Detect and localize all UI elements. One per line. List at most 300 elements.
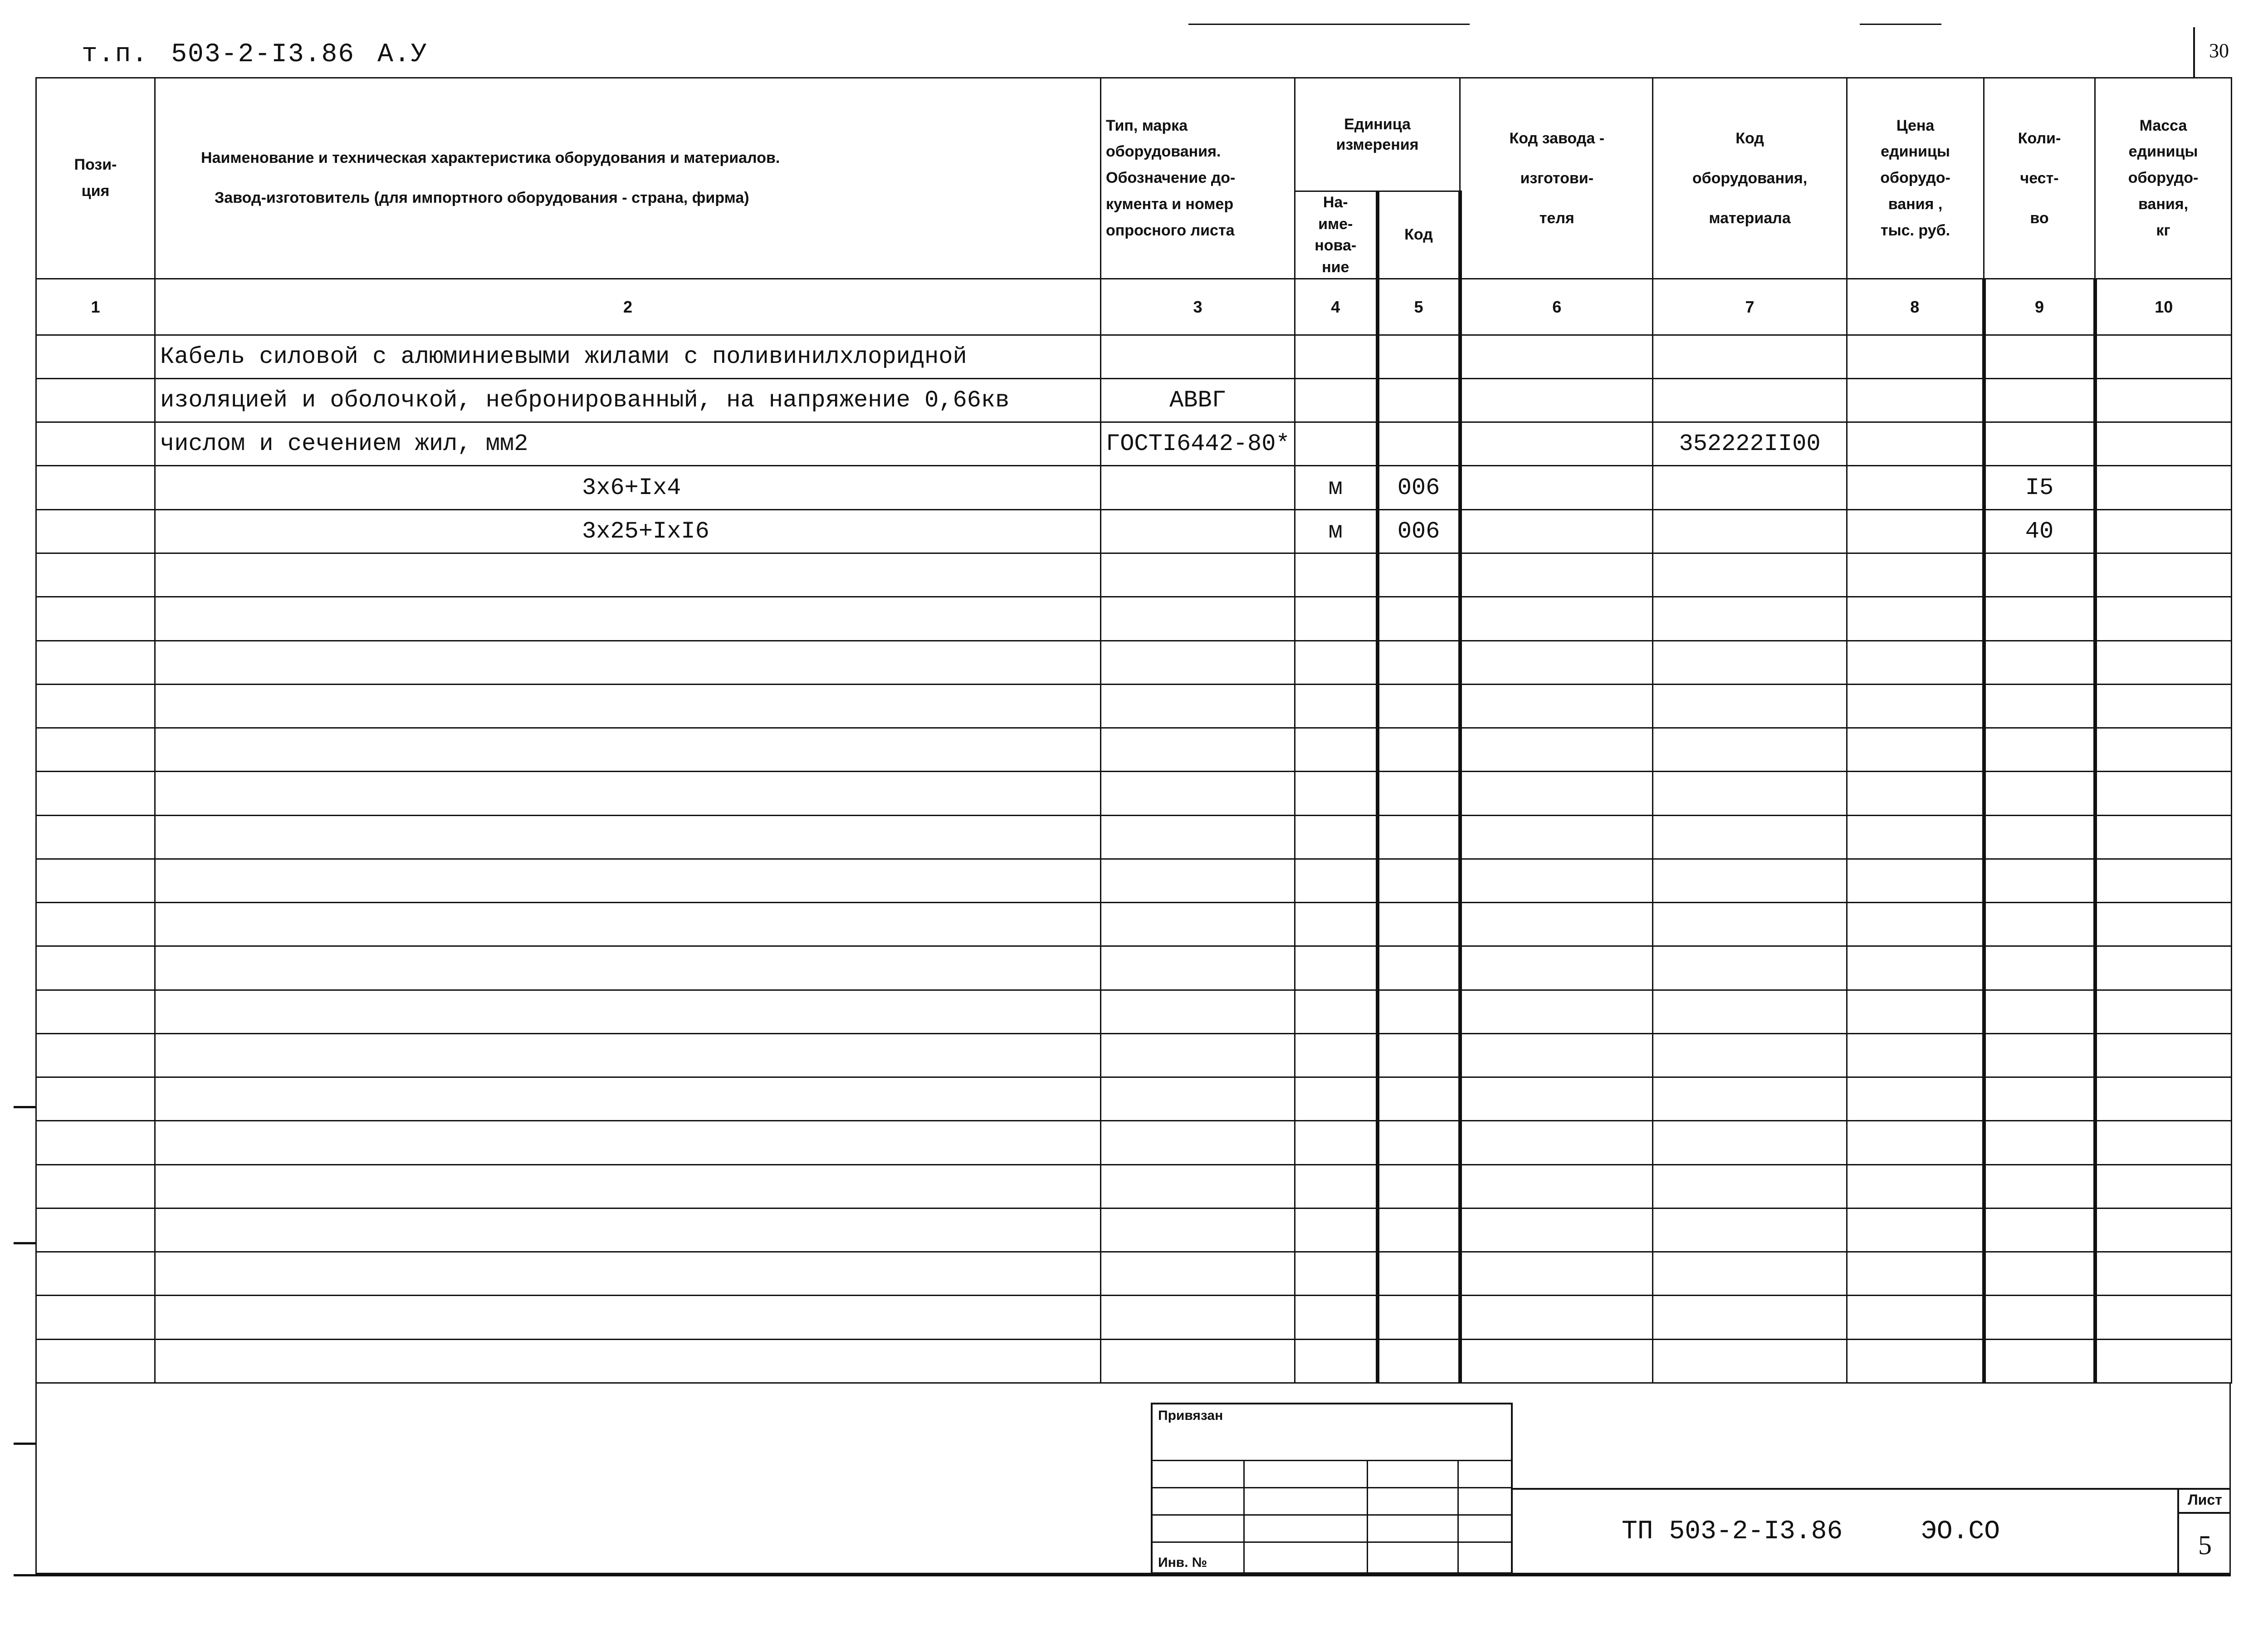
empty-cell	[1295, 903, 1378, 946]
empty-table-row	[36, 772, 2232, 815]
empty-cell	[1378, 990, 1460, 1033]
empty-cell	[1101, 946, 1295, 990]
cell-mass	[2095, 466, 2232, 509]
empty-cell	[1984, 815, 2095, 859]
empty-cell	[1847, 728, 1984, 772]
empty-cell	[1460, 641, 1653, 684]
empty-cell	[1984, 1252, 2095, 1296]
cell-manufacturer	[1460, 378, 1653, 422]
cell-unit-code: 006	[1378, 509, 1460, 553]
corner-divider	[2193, 27, 2195, 77]
empty-cell	[1460, 990, 1653, 1033]
empty-cell	[1460, 728, 1653, 772]
cell-manufacturer	[1460, 422, 1653, 466]
empty-cell	[2095, 553, 2232, 597]
empty-cell	[1984, 1033, 2095, 1077]
empty-cell	[155, 728, 1101, 772]
empty-table-row	[36, 1033, 2232, 1077]
empty-cell	[2095, 728, 2232, 772]
empty-cell	[155, 815, 1101, 859]
empty-cell	[36, 1252, 155, 1296]
col-num: 1	[36, 279, 155, 335]
empty-cell	[1460, 1121, 1653, 1164]
empty-cell	[1101, 1077, 1295, 1121]
empty-cell	[1653, 1339, 1847, 1383]
col-num: 10	[2095, 279, 2232, 335]
bottom-rule	[14, 1574, 2231, 1576]
empty-cell	[155, 1208, 1101, 1252]
empty-cell	[1378, 1252, 1460, 1296]
empty-cell	[1847, 553, 1984, 597]
empty-cell	[36, 1164, 155, 1208]
col-num: 6	[1460, 279, 1653, 335]
header-unit-group: Единица измерения	[1295, 78, 1460, 191]
empty-cell	[1295, 1339, 1378, 1383]
empty-cell	[1847, 990, 1984, 1033]
empty-cell	[1460, 1252, 1653, 1296]
cell-position	[36, 466, 155, 509]
project-stamp	[82, 40, 450, 69]
cell-manufacturer	[1460, 509, 1653, 553]
empty-cell	[155, 990, 1101, 1033]
empty-cell	[1378, 1208, 1460, 1252]
cell-unit: м	[1295, 509, 1378, 553]
cell-type	[1101, 466, 1295, 509]
empty-cell	[1984, 1296, 2095, 1339]
empty-cell	[2095, 684, 2232, 728]
empty-cell	[155, 597, 1101, 641]
cell-type	[1101, 335, 1295, 378]
empty-table-row	[36, 1077, 2232, 1121]
empty-cell	[36, 815, 155, 859]
stamp-line	[1367, 1460, 1368, 1573]
empty-cell	[1460, 815, 1653, 859]
cell-material-code	[1653, 335, 1847, 378]
cell-unit	[1295, 422, 1378, 466]
cell-name: 3х6+Iх4	[155, 466, 1101, 509]
project-label: т.п.	[82, 40, 149, 69]
cell-type: ГОСТI6442-80*	[1101, 422, 1295, 466]
empty-cell	[1984, 1208, 2095, 1252]
empty-cell	[1378, 597, 1460, 641]
empty-table-row	[36, 1252, 2232, 1296]
empty-cell	[36, 684, 155, 728]
cell-unit	[1295, 335, 1378, 378]
empty-cell	[36, 903, 155, 946]
empty-cell	[1295, 728, 1378, 772]
empty-cell	[1653, 1252, 1847, 1296]
col-num: 8	[1847, 279, 1984, 335]
empty-cell	[36, 946, 155, 990]
empty-cell	[1295, 859, 1378, 902]
empty-cell	[2095, 1296, 2232, 1339]
top-rule	[1188, 24, 1470, 25]
cell-manufacturer	[1460, 466, 1653, 509]
empty-cell	[36, 1208, 155, 1252]
empty-cell	[1653, 1296, 1847, 1339]
empty-cell	[1378, 1164, 1460, 1208]
empty-cell	[1295, 772, 1378, 815]
empty-cell	[1460, 1296, 1653, 1339]
document-code-box	[1513, 1488, 2231, 1574]
empty-cell	[1984, 597, 2095, 641]
document-suffix: ЭО.СО	[1921, 1517, 2000, 1546]
empty-cell	[1653, 684, 1847, 728]
table-row	[36, 422, 2232, 466]
col-num: 3	[1101, 279, 1295, 335]
empty-cell	[1460, 1164, 1653, 1208]
empty-cell	[1847, 1339, 1984, 1383]
empty-cell	[1460, 903, 1653, 946]
empty-table-row	[36, 946, 2232, 990]
empty-cell	[1984, 1339, 2095, 1383]
empty-table-row	[36, 1164, 2232, 1208]
empty-cell	[1653, 553, 1847, 597]
cell-position	[36, 509, 155, 553]
empty-table-row	[36, 684, 2232, 728]
empty-cell	[1295, 1208, 1378, 1252]
empty-cell	[1984, 772, 2095, 815]
empty-cell	[1653, 990, 1847, 1033]
empty-cell	[155, 903, 1101, 946]
empty-cell	[36, 597, 155, 641]
cell-quantity	[1984, 335, 2095, 378]
empty-cell	[155, 684, 1101, 728]
binding-stamp	[1151, 1403, 1513, 1574]
empty-cell	[1460, 946, 1653, 990]
empty-cell	[2095, 1339, 2232, 1383]
empty-cell	[1101, 1164, 1295, 1208]
empty-cell	[1101, 553, 1295, 597]
empty-cell	[1101, 859, 1295, 902]
table-row	[36, 466, 2232, 509]
cell-quantity: I5	[1984, 466, 2095, 509]
empty-cell	[1984, 859, 2095, 902]
empty-cell	[1101, 772, 1295, 815]
empty-table-row	[36, 815, 2232, 859]
empty-cell	[1847, 1077, 1984, 1121]
empty-cell	[1378, 903, 1460, 946]
empty-cell	[1984, 903, 2095, 946]
cell-name: Кабель силовой с алюминиевыми жилами с поливинилхлоридной	[155, 335, 1101, 378]
empty-cell	[1378, 684, 1460, 728]
empty-cell	[1295, 946, 1378, 990]
empty-cell	[1295, 597, 1378, 641]
cell-mass	[2095, 509, 2232, 553]
col-num: 2	[155, 279, 1101, 335]
cell-position	[36, 422, 155, 466]
cell-position	[36, 335, 155, 378]
empty-cell	[2095, 815, 2232, 859]
header-name-line1: Наименование и техническая характеристика оборудования и материалов.	[201, 149, 780, 167]
empty-cell	[1101, 1252, 1295, 1296]
empty-cell	[1101, 1208, 1295, 1252]
empty-cell	[1101, 641, 1295, 684]
empty-table-row	[36, 1121, 2232, 1164]
empty-cell	[1378, 728, 1460, 772]
cell-name: 3х25+IхI6	[155, 509, 1101, 553]
empty-cell	[36, 1339, 155, 1383]
empty-cell	[36, 1033, 155, 1077]
empty-cell	[1378, 1121, 1460, 1164]
empty-cell	[1295, 1296, 1378, 1339]
empty-cell	[36, 859, 155, 902]
cell-price	[1847, 422, 1984, 466]
empty-cell	[1984, 553, 2095, 597]
col-num: 7	[1653, 279, 1847, 335]
empty-cell	[1847, 1121, 1984, 1164]
empty-cell	[1101, 903, 1295, 946]
empty-cell	[1101, 728, 1295, 772]
empty-cell	[1295, 1121, 1378, 1164]
empty-cell	[1101, 1121, 1295, 1164]
empty-cell	[1295, 1164, 1378, 1208]
empty-cell	[36, 772, 155, 815]
empty-cell	[155, 946, 1101, 990]
empty-cell	[1460, 1339, 1653, 1383]
empty-cell	[1378, 1296, 1460, 1339]
empty-table-row	[36, 859, 2232, 902]
col-num: 9	[1984, 279, 2095, 335]
empty-cell	[1101, 1339, 1295, 1383]
empty-cell	[1295, 553, 1378, 597]
empty-cell	[1984, 1077, 2095, 1121]
cell-price	[1847, 335, 1984, 378]
empty-cell	[1653, 1121, 1847, 1164]
cell-manufacturer	[1460, 335, 1653, 378]
cell-material-code	[1653, 378, 1847, 422]
empty-cell	[1847, 1208, 1984, 1252]
cell-type	[1101, 509, 1295, 553]
empty-cell	[1460, 684, 1653, 728]
empty-cell	[1378, 859, 1460, 902]
empty-cell	[1984, 684, 2095, 728]
table-row	[36, 335, 2232, 378]
section-code: А.У	[377, 40, 428, 69]
bound-label: Привязан	[1158, 1408, 1223, 1423]
empty-table-row	[36, 903, 2232, 946]
empty-cell	[1847, 684, 1984, 728]
empty-cell	[1847, 1252, 1984, 1296]
empty-cell	[2095, 1208, 2232, 1252]
inventory-label: Инв. №	[1158, 1555, 1207, 1570]
empty-cell	[2095, 772, 2232, 815]
empty-cell	[36, 1296, 155, 1339]
empty-cell	[2095, 1121, 2232, 1164]
cell-quantity	[1984, 378, 2095, 422]
empty-cell	[155, 859, 1101, 902]
empty-cell	[1653, 641, 1847, 684]
empty-table-row	[36, 1208, 2232, 1252]
empty-cell	[1295, 1033, 1378, 1077]
sheet-number: 5	[2198, 1530, 2212, 1560]
empty-cell	[1847, 903, 1984, 946]
stamp-line	[1243, 1460, 1245, 1573]
empty-cell	[36, 990, 155, 1033]
empty-cell	[1984, 946, 2095, 990]
empty-cell	[1984, 990, 2095, 1033]
col-num: 4	[1295, 279, 1378, 335]
header-unit-name: На- име- нова- ние	[1295, 191, 1378, 279]
empty-cell	[2095, 1164, 2232, 1208]
empty-cell	[1847, 946, 1984, 990]
project-number: 503-2-I3.86	[171, 40, 355, 69]
empty-cell	[155, 1339, 1101, 1383]
cell-material-code: 352222II00	[1653, 422, 1847, 466]
cell-unit-code	[1378, 422, 1460, 466]
empty-cell	[1653, 903, 1847, 946]
empty-cell	[1378, 1339, 1460, 1383]
cell-quantity: 40	[1984, 509, 2095, 553]
empty-cell	[1847, 859, 1984, 902]
empty-cell	[1295, 990, 1378, 1033]
empty-cell	[155, 1077, 1101, 1121]
empty-cell	[1378, 815, 1460, 859]
header-manufacturer-code: Код завода - изготови- теля	[1460, 78, 1653, 279]
empty-cell	[2095, 1033, 2232, 1077]
empty-cell	[1101, 990, 1295, 1033]
empty-cell	[1653, 597, 1847, 641]
cell-unit: м	[1295, 466, 1378, 509]
cell-price	[1847, 378, 1984, 422]
empty-cell	[1378, 1077, 1460, 1121]
empty-table-row	[36, 728, 2232, 772]
cell-unit-code	[1378, 378, 1460, 422]
empty-cell	[155, 1033, 1101, 1077]
empty-cell	[1847, 815, 1984, 859]
empty-cell	[1653, 728, 1847, 772]
empty-cell	[36, 728, 155, 772]
cell-material-code	[1653, 509, 1847, 553]
empty-cell	[2095, 946, 2232, 990]
empty-cell	[1984, 1164, 2095, 1208]
empty-cell	[1984, 641, 2095, 684]
empty-cell	[1101, 684, 1295, 728]
empty-cell	[1101, 1296, 1295, 1339]
empty-table-row	[36, 641, 2232, 684]
empty-cell	[36, 553, 155, 597]
cell-mass	[2095, 335, 2232, 378]
empty-cell	[1847, 1164, 1984, 1208]
empty-cell	[2095, 1077, 2232, 1121]
header-name	[155, 78, 1101, 279]
empty-table-row	[36, 990, 2232, 1033]
empty-cell	[155, 1252, 1101, 1296]
empty-cell	[1378, 641, 1460, 684]
empty-cell	[1984, 728, 2095, 772]
header-mass: Масса единицы оборудо- вания, кг	[2095, 78, 2232, 279]
cell-mass	[2095, 378, 2232, 422]
empty-cell	[1653, 859, 1847, 902]
empty-cell	[1847, 1033, 1984, 1077]
top-rule-2	[1860, 24, 1941, 25]
empty-cell	[155, 553, 1101, 597]
cell-price	[1847, 466, 1984, 509]
empty-cell	[1295, 1077, 1378, 1121]
empty-cell	[1653, 772, 1847, 815]
empty-cell	[1653, 1208, 1847, 1252]
cell-name: изоляцией и оболочкой, небронированный, на напряжение 0,66кв	[155, 378, 1101, 422]
empty-table-row	[36, 597, 2232, 641]
cell-unit-code: 006	[1378, 466, 1460, 509]
empty-cell	[1295, 1252, 1378, 1296]
empty-cell	[36, 1121, 155, 1164]
empty-cell	[1101, 1033, 1295, 1077]
empty-cell	[1653, 815, 1847, 859]
empty-cell	[1847, 772, 1984, 815]
header-name-line2: Завод-изготовитель (для импортного оборудования - страна, фирма)	[215, 189, 749, 207]
margin-tick	[14, 1443, 35, 1445]
empty-cell	[1984, 1121, 2095, 1164]
empty-cell	[1378, 946, 1460, 990]
empty-table-row	[36, 1296, 2232, 1339]
empty-cell	[36, 1077, 155, 1121]
empty-cell	[155, 1164, 1101, 1208]
empty-cell	[2095, 1252, 2232, 1296]
cell-material-code	[1653, 466, 1847, 509]
sheet-box	[2177, 1488, 2231, 1574]
cell-position	[36, 378, 155, 422]
header-position: Пози- ция	[36, 78, 155, 279]
table-row	[36, 378, 2232, 422]
margin-tick	[14, 1106, 35, 1108]
empty-cell	[1460, 859, 1653, 902]
empty-table-row	[36, 553, 2232, 597]
header-unit-code: Код	[1378, 191, 1460, 279]
empty-cell	[1378, 553, 1460, 597]
sheet-label: Лист	[2179, 1492, 2231, 1514]
cell-price	[1847, 509, 1984, 553]
cell-unit	[1295, 378, 1378, 422]
col-num: 5	[1378, 279, 1460, 335]
document-code: ТП 503-2-I3.86	[1622, 1517, 1843, 1546]
header-price: Цена единицы оборудо- вания , тыс. руб.	[1847, 78, 1984, 279]
empty-cell	[155, 1121, 1101, 1164]
empty-table-row	[36, 1339, 2232, 1383]
empty-cell	[2095, 990, 2232, 1033]
header-quantity: Коли- чест- во	[1984, 78, 2095, 279]
empty-cell	[1101, 597, 1295, 641]
empty-cell	[1378, 1033, 1460, 1077]
empty-cell	[2095, 597, 2232, 641]
empty-cell	[1653, 1164, 1847, 1208]
empty-cell	[1378, 772, 1460, 815]
margin-tick	[14, 1242, 35, 1244]
equipment-table	[35, 77, 2232, 1384]
empty-cell	[2095, 641, 2232, 684]
cell-unit-code	[1378, 335, 1460, 378]
column-number-row	[36, 279, 2232, 335]
empty-cell	[1295, 815, 1378, 859]
empty-cell	[1653, 1033, 1847, 1077]
empty-cell	[1460, 553, 1653, 597]
empty-cell	[1460, 1077, 1653, 1121]
empty-cell	[2095, 903, 2232, 946]
empty-cell	[1847, 597, 1984, 641]
empty-cell	[155, 1296, 1101, 1339]
empty-cell	[1460, 597, 1653, 641]
cell-name: числом и сечением жил, мм2	[155, 422, 1101, 466]
empty-cell	[1653, 1077, 1847, 1121]
table-row	[36, 509, 2232, 553]
empty-cell	[1460, 1033, 1653, 1077]
empty-cell	[1295, 684, 1378, 728]
empty-cell	[1295, 641, 1378, 684]
empty-cell	[1847, 641, 1984, 684]
stamp-line	[1457, 1460, 1459, 1573]
empty-rows	[36, 553, 2232, 1383]
empty-cell	[1847, 1296, 1984, 1339]
